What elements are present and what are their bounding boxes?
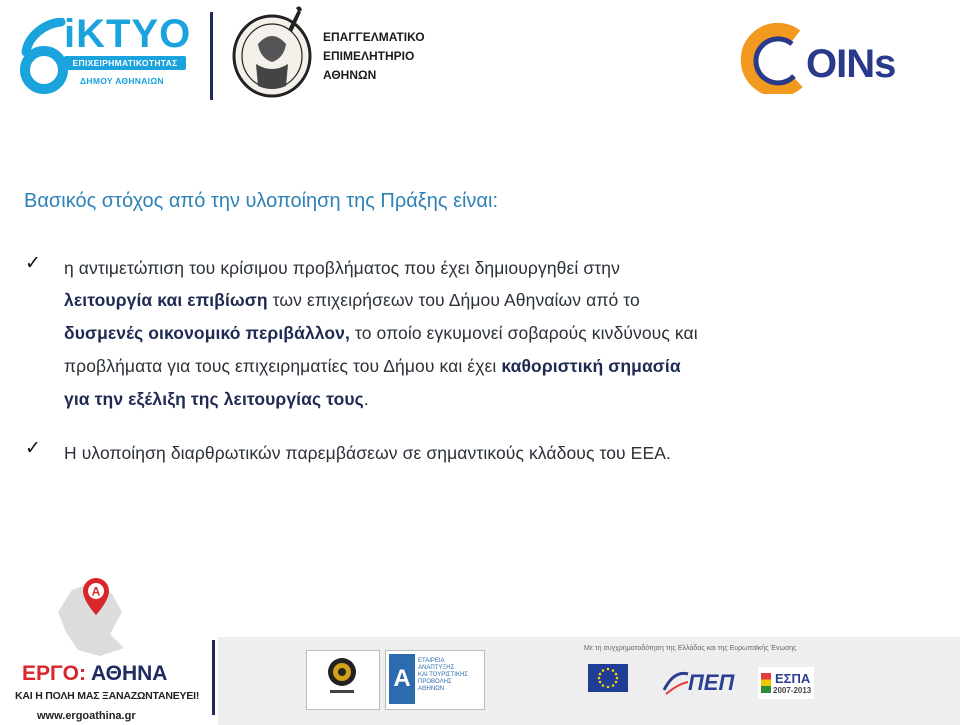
coins-wordmark: OINs <box>806 42 896 86</box>
chamber-name-line1: ΕΠΑΓΓΕΛΜΑΤΙΚΟ <box>323 30 425 44</box>
check-icon: ✓ <box>25 438 41 459</box>
bullet-2-text: Η υλοποίηση διαρθρωτικών παρεμβάσεων σε σημαντικούς κλάδους του ΕΕΑ. <box>64 443 671 463</box>
ergo-title-main: ΑΘΗΝΑ <box>91 662 168 685</box>
etanap-line: ΑΝΑΠΤΥΞΗΣ <box>418 665 455 671</box>
diktyo-subtitle: ΔΗΜΟΥ ΑΘΗΝΑΙΩΝ <box>80 76 164 86</box>
bullet-1-line-4 <box>64 350 681 383</box>
ergo-pin-letter: A <box>91 584 101 599</box>
chamber-name-line3: ΑΘΗΝΩΝ <box>323 68 377 82</box>
espa-stripe-icon <box>761 673 771 693</box>
diktyo-delta-icon <box>16 18 70 96</box>
bullet-1-end: . <box>363 389 369 409</box>
etanap-letter-icon: Α <box>389 654 415 704</box>
bullet-1-line-3 <box>64 317 698 350</box>
bullet-1-bold-2: δυσμενές οικονομικό περιβάλλον, <box>64 323 350 343</box>
chamber-name <box>323 28 425 85</box>
header-divider <box>210 12 213 100</box>
bullet-1-text-2: των επιχειρήσεων του Δήμου Αθηναίων από το <box>267 290 640 310</box>
ergo-athina-slogan: ΚΑΙ Η ΠΟΛΗ ΜΑΣ ΞΑΝΑΖΩΝΤΑΝΕΥΕΙ! <box>15 690 200 702</box>
etanap-line: ΕΤΑΙΡΕΙΑ <box>418 658 445 664</box>
espa-logo-years: 2007-2013 <box>773 686 812 695</box>
bullet-1-text-3: το οποίο εγκυμονεί σοβαρούς κινδύνους και <box>349 323 698 343</box>
check-icon: ✓ <box>25 253 41 274</box>
etanap-text <box>418 658 468 693</box>
bullet-1-bold-4: για την εξέλιξη της λειτουργίας τους <box>64 389 364 409</box>
ergo-athina-title <box>22 662 167 686</box>
page-heading: Βασικός στόχος από την υλοποίηση της Πράξης είναι: <box>24 190 498 212</box>
cofunding-note: Με τη συγχρηματοδότηση της Ελλάδας και της Ευρωπαϊκής Ένωσης <box>584 645 797 652</box>
footer-divider <box>212 640 215 715</box>
pep-logo-text: ΠΕΠ <box>688 670 735 695</box>
chamber-seal-icon <box>228 4 316 100</box>
diktyo-band: ΕΠΙΧΕΙΡΗΜΑΤΙΚΟΤΗΤΑΣ <box>64 56 186 70</box>
bullet-1-bold-3: καθοριστική σημασία <box>501 356 681 376</box>
ergo-athina-map-icon <box>38 572 148 662</box>
bullet-1-line-5 <box>64 383 369 416</box>
etanap-line: ΑΘΗΝΩΝ <box>418 686 445 692</box>
municipality-emblem-icon <box>324 652 360 696</box>
etanap-line: ΠΡΟΒΟΛΗΣ <box>418 679 452 685</box>
bullet-1-text-4: προβλήματα για τους επιχειρηματίες του Δήμου και έχει <box>64 356 502 376</box>
diktyo-wordmark: iKTYO <box>64 12 192 56</box>
bullet-1-bold-1: λειτουργία και επιβίωση <box>64 290 268 310</box>
ergo-athina-url[interactable]: www.ergoathina.gr <box>37 710 136 722</box>
eu-flag-icon <box>588 664 628 692</box>
espa-logo-text: ΕΣΠΑ <box>775 671 811 686</box>
ergo-title-prefix: ΕΡΓΟ: <box>22 662 86 685</box>
pep-swoosh-icon <box>660 668 690 698</box>
etanap-line: ΚΑΙ ΤΟΥΡΙΣΤΙΚΗΣ <box>418 672 469 678</box>
coins-c-icon <box>736 22 810 94</box>
chamber-name-line2: ΕΠΙΜΕΛΗΤΗΡΙΟ <box>323 49 415 63</box>
bullet-1-line-2 <box>64 284 640 317</box>
bullet-1-line-1: η αντιμετώπιση του κρίσιμου προβλήματος που έχει δημιουργηθεί στην <box>64 258 620 278</box>
